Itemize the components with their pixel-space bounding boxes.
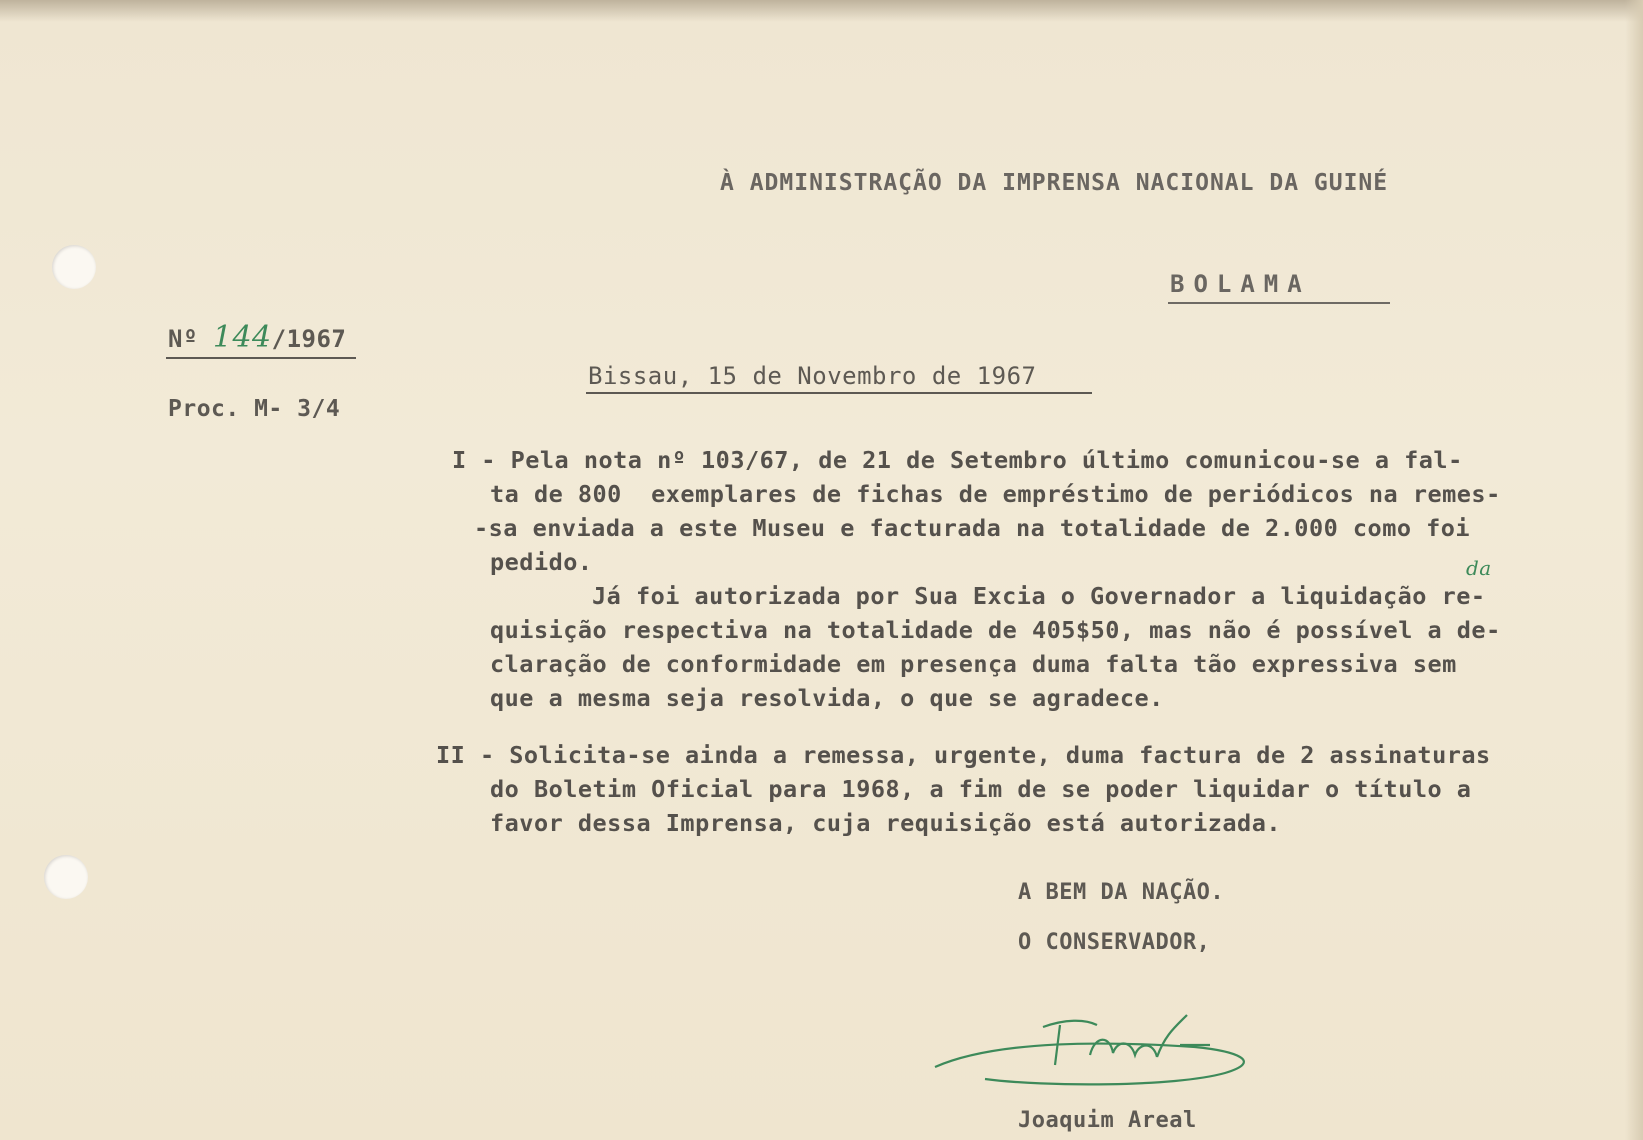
punch-hole-top: [52, 245, 96, 289]
body-line: II - Solicita-se ainda a remessa, urgente, duma factura de 2 assinaturas: [436, 741, 1491, 769]
body-line: do Boletim Oficial para 1968, a fim de se poder liquidar o título a: [490, 775, 1472, 803]
closing-salutation: A BEM DA NAÇÃO.: [1018, 880, 1225, 905]
city: BOLAMA: [1170, 270, 1311, 298]
date-underline: [586, 392, 1092, 394]
page-top-shadow: [0, 0, 1643, 22]
process-number: Proc. M- 3/4: [168, 396, 341, 422]
reference-number: [168, 320, 346, 355]
reference-prefix: Nº: [168, 325, 213, 353]
body-line: que a mesma seja resolvida, o que se agradece.: [490, 684, 1164, 712]
body-line: Já foi autorizada por Sua Excia o Governador a liquidação re-: [592, 582, 1486, 610]
city-underline: [1168, 302, 1390, 304]
addressee: À ADMINISTRAÇÃO DA IMPRENSA NACIONAL DA GUINÉ: [720, 170, 1389, 196]
body-line: quisição respectiva na totalidade de 405$50, mas não é possível a de-: [490, 616, 1501, 644]
body-line: I - Pela nota nº 103/67, de 21 de Setembro último comunicou-se a fal-: [452, 446, 1463, 474]
body-line: favor dessa Imprensa, cuja requisição está autorizada.: [490, 809, 1282, 837]
punch-hole-bottom: [44, 855, 88, 899]
page-right-edge: [1625, 0, 1643, 1140]
body-line: ta de 800 exemplares de fichas de empréstimo de periódicos na remes-: [490, 480, 1501, 508]
handwritten-signature: [925, 1005, 1285, 1095]
body-line: claração de conformidade em presença duma falta tão expressiva sem: [490, 650, 1457, 678]
body-line: -sa enviada a este Museu e facturada na totalidade de 2.000 como foi: [474, 514, 1471, 542]
reference-year: /1967: [271, 325, 347, 353]
reference-underline: [166, 357, 356, 359]
signatory-name: Joaquim Areal: [1018, 1108, 1197, 1133]
date-line: Bissau, 15 de Novembro de 1967: [588, 362, 1037, 390]
closing-title: O CONSERVADOR,: [1018, 930, 1211, 955]
handwritten-correction: da: [1466, 556, 1492, 580]
body-line: pedido.: [490, 548, 593, 576]
reference-handwritten-number: 144: [212, 320, 272, 355]
